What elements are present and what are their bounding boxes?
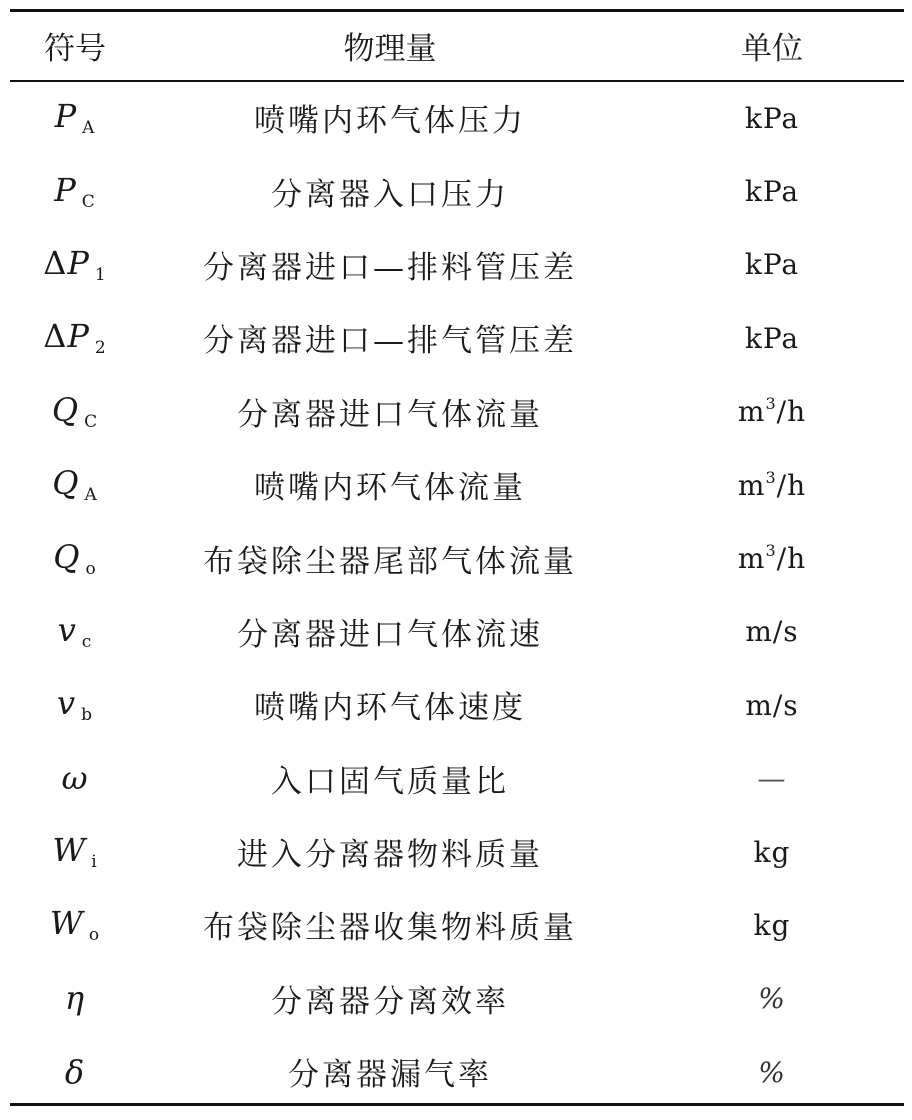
symbol-cell: [10, 1035, 140, 1108]
quantity-cell: 入口固气质量比: [271, 763, 509, 800]
table-row: [10, 888, 904, 961]
quantity-cell: 喷嘴内环气体压力: [254, 103, 526, 140]
symbol-letter: v: [57, 684, 77, 723]
quantity-cell: 喷嘴内环气体速度: [254, 690, 526, 727]
unit: [745, 615, 798, 648]
quantity-cell: 分离器进口气体流速: [237, 616, 543, 653]
symbol-letter: W: [49, 904, 84, 943]
unit-cell: [640, 815, 904, 888]
table-row: [10, 962, 904, 1035]
table-row: [10, 375, 904, 448]
symbol-subscript: 1: [94, 264, 107, 285]
symbol-cell: [10, 81, 140, 154]
table-row: [10, 448, 904, 521]
symbol: [43, 243, 107, 285]
table-row: [10, 301, 904, 374]
unit: [745, 689, 798, 722]
symbol-cell: [10, 448, 140, 521]
unit-base: kPa: [744, 175, 800, 209]
symbol-subscript: o: [85, 558, 97, 579]
quantity-cell: 分离器进口—排气管压差: [203, 323, 577, 360]
symbol-letter: W: [52, 831, 87, 870]
table-row: [10, 668, 904, 741]
unit-base: m/s: [745, 615, 799, 649]
unit: [745, 175, 799, 208]
unit: [754, 909, 791, 942]
table-row: [10, 521, 904, 594]
unit-base: m: [737, 468, 766, 502]
symbol-cell: [10, 595, 140, 668]
quantity-cell: 分离器进口气体流量: [237, 396, 543, 433]
symbol-cell: [10, 962, 140, 1035]
quantity-cell: 分离器进口—排料管压差: [203, 249, 577, 286]
symbol-cell: [10, 815, 140, 888]
symbol-cell: [10, 668, 140, 741]
symbol-cell: [10, 228, 140, 301]
unit: [738, 542, 806, 575]
symbol-subscript: o: [88, 925, 101, 946]
symbol-cell: [10, 154, 140, 227]
table-row: [10, 81, 904, 154]
unit: [758, 1056, 786, 1089]
header-quantity: 物理量: [343, 30, 437, 67]
unit-cell: [640, 301, 904, 374]
symbol: [54, 97, 96, 139]
unit-cell: [640, 888, 904, 961]
symbol: [51, 390, 99, 432]
symbol-letter: Q: [52, 464, 80, 503]
quantity-cell: 分离器分离效率: [271, 983, 509, 1020]
symbol: [52, 464, 98, 506]
unit-cell: [640, 668, 904, 741]
unit-cell: [640, 154, 904, 227]
symbol-letter: P: [67, 317, 90, 356]
unit-tail: /h: [776, 468, 807, 502]
unit-base: m: [737, 542, 766, 576]
symbol: [57, 610, 93, 652]
unit-base: kg: [753, 835, 791, 869]
table-row: [10, 154, 904, 227]
unit-cell: [640, 595, 904, 668]
unit-superscript: 3: [765, 394, 777, 414]
quantity-cell: 进入分离器物料质量: [237, 837, 543, 874]
symbol-prefix: Δ: [43, 243, 68, 282]
unit: [738, 395, 806, 428]
table-row: [10, 595, 904, 668]
quantity-cell: 喷嘴内环气体流量: [254, 470, 526, 507]
table-row: [10, 228, 904, 301]
unit-cell: [640, 448, 904, 521]
symbol-letter: P: [67, 243, 90, 282]
symbol-letter: v: [57, 610, 77, 649]
symbol: [53, 537, 97, 579]
symbol: [43, 317, 107, 359]
unit-superscript: 3: [765, 541, 777, 561]
unit-superscript: 3: [765, 467, 777, 487]
symbol-cell: [10, 301, 140, 374]
symbol: [57, 684, 93, 726]
unit-tail: /h: [776, 395, 807, 429]
unit-cell: [640, 742, 904, 815]
symbol: [65, 979, 85, 1017]
symbol-cell: [10, 375, 140, 448]
symbol-cell: [10, 888, 140, 961]
symbol: [52, 831, 98, 873]
quantity-cell: 布袋除尘器收集物料质量: [203, 910, 577, 947]
unit: [745, 102, 799, 135]
unit-base: —: [757, 762, 787, 796]
symbol-subscript: c: [81, 631, 93, 652]
table-row: [10, 1035, 904, 1108]
unit-base: kPa: [744, 101, 800, 135]
quantity-cell: 分离器入口压力: [271, 176, 509, 213]
symbol-subscript: C: [81, 191, 96, 212]
symbol-letter: η: [64, 979, 86, 1018]
table-row: [10, 742, 904, 815]
symbol: [65, 1053, 85, 1091]
symbol-prefix: Δ: [43, 317, 68, 356]
symbol-letter: ω: [61, 759, 89, 798]
symbol-letter: Q: [51, 390, 80, 429]
unit-cell: [640, 81, 904, 154]
unit-base: kPa: [744, 321, 800, 355]
quantity-cell: 布袋除尘器尾部气体流量: [203, 543, 577, 580]
table-header-row: [10, 9, 904, 81]
unit-cell: [640, 375, 904, 448]
symbol-letter: P: [54, 170, 77, 209]
unit-base: kPa: [744, 248, 800, 282]
symbol-letter: Q: [53, 537, 81, 576]
unit: [738, 469, 806, 502]
unit: [754, 836, 791, 869]
symbol-subscript: A: [82, 118, 96, 139]
header-unit: 单位: [741, 30, 803, 67]
unit-cell: [640, 962, 904, 1035]
symbol-subscript: A: [84, 485, 98, 506]
header-symbol: 符号: [44, 30, 106, 67]
symbol-cell: [10, 742, 140, 815]
unit: [745, 248, 799, 281]
quantity-cell: 分离器漏气率: [288, 1057, 492, 1094]
unit: [758, 982, 786, 1015]
symbol-letter: δ: [64, 1052, 86, 1091]
symbol-subscript: 2: [94, 338, 107, 359]
unit-base: m/s: [745, 688, 799, 722]
unit-cell: [640, 228, 904, 301]
unit-tail: /h: [776, 542, 807, 576]
unit-base: %: [758, 982, 786, 1016]
symbol-letter: P: [54, 97, 78, 136]
symbol-subscript: i: [91, 852, 98, 873]
symbol-subscript: b: [81, 705, 93, 726]
table-row: [10, 815, 904, 888]
nomenclature-table: [10, 9, 904, 1108]
unit: [758, 762, 787, 795]
unit-base: %: [758, 1055, 786, 1089]
symbol-subscript: C: [84, 411, 99, 432]
symbol: [61, 759, 88, 797]
unit-base: m: [737, 395, 766, 429]
symbol-cell: [10, 521, 140, 594]
symbol: [54, 170, 96, 212]
unit-base: kg: [753, 908, 791, 942]
symbol: [49, 904, 101, 946]
unit-cell: [640, 521, 904, 594]
unit-cell: [640, 1035, 904, 1108]
unit: [745, 322, 799, 355]
